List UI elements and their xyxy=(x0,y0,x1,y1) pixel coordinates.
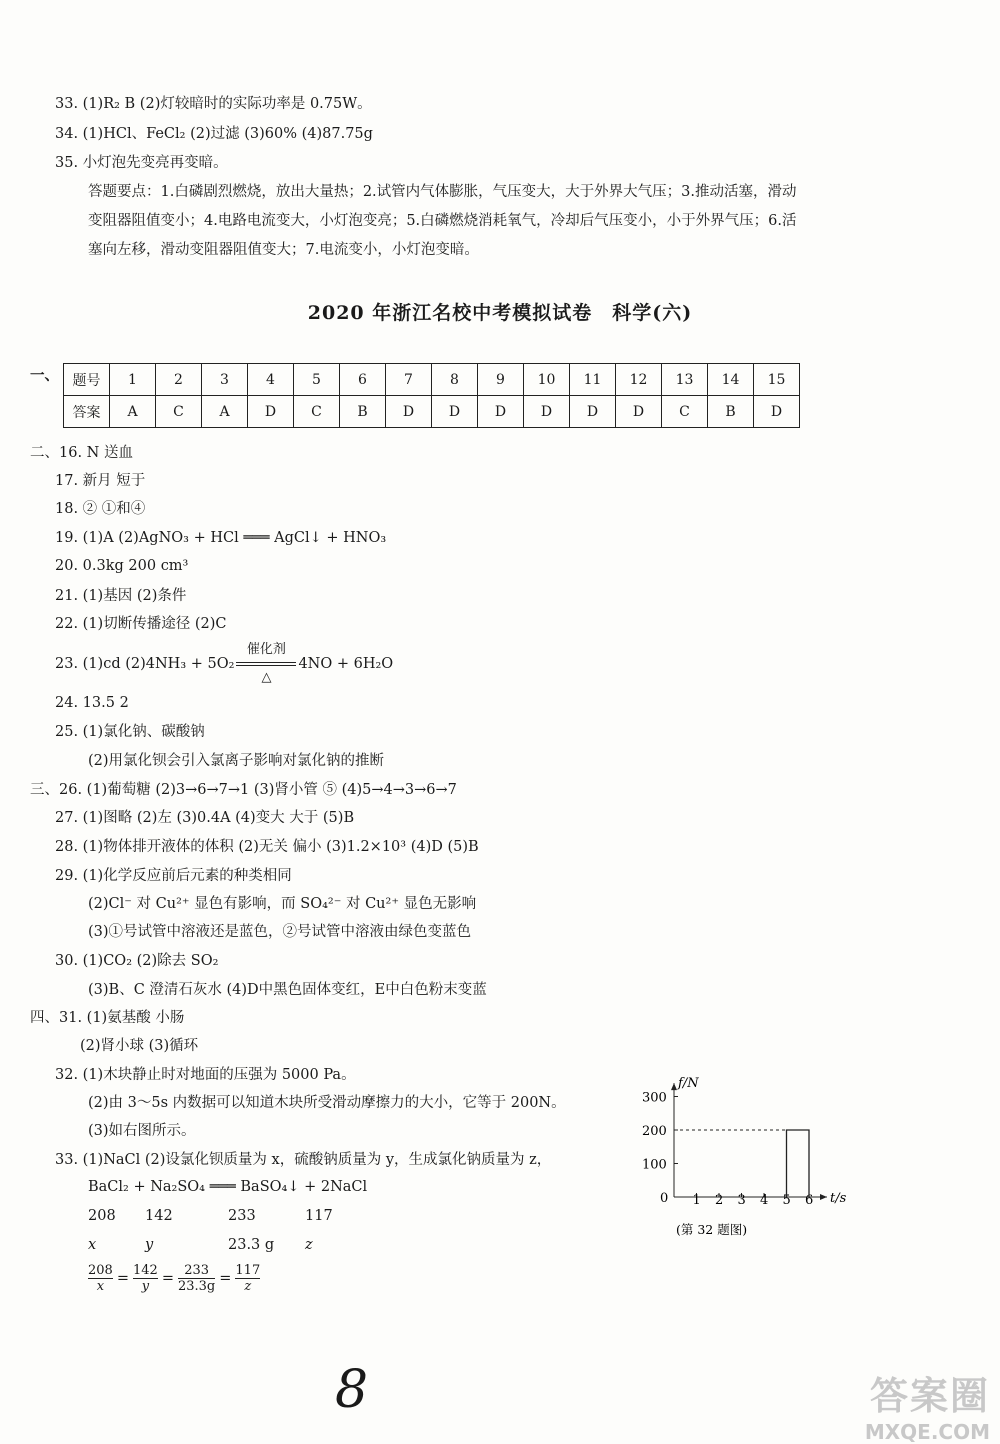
question-number-15: 15 xyxy=(754,364,800,396)
page-title: 2020 年浙江名校中考模拟试卷 科学(六) xyxy=(307,302,693,324)
x-tick-label-6: 6 xyxy=(805,1193,814,1208)
molar-mass-2: 142 xyxy=(145,1208,173,1224)
answer-35-points-2: 变阻器阻值变小；4.电路电流变大，小灯泡变亮；5.白磷燃烧消耗氧气，冷却后气压变小，小于外界气压；6.活 xyxy=(88,213,797,229)
y-axis-arrow xyxy=(671,1083,677,1090)
x-tick-label-2: 2 xyxy=(715,1193,724,1208)
molar-mass-4: 117 xyxy=(305,1208,333,1224)
answer-cell-9: D xyxy=(478,396,524,428)
answer-17: 17. 新月 短于 xyxy=(55,473,146,489)
answer-cell-14: B xyxy=(708,396,754,428)
answer-20: 20. 0.3kg 200 cm³ xyxy=(55,558,189,574)
question-number-1: 1 xyxy=(110,364,156,396)
y-tick-label-300: 300 xyxy=(642,1090,667,1106)
answer-label: 答案 xyxy=(64,396,110,428)
y-axis-label: f/N xyxy=(678,1076,699,1092)
x-tick-label-5: 5 xyxy=(782,1193,791,1208)
answer-29c: (3)①号试管中溶液还是蓝色，②号试管中溶液由绿色变蓝色 xyxy=(88,924,472,940)
unknown-z: z xyxy=(305,1237,313,1253)
answer-23-rhs: 4NO + 6H₂O xyxy=(298,656,394,672)
answer-25: 25. (1)氯化钠、碳酸钠 xyxy=(55,724,205,740)
answer-cell-15: D xyxy=(754,396,800,428)
answer-31b: (2)肾小球 (3)循环 xyxy=(80,1038,199,1054)
answer-32: 32. (1)木块静止时对地面的压强为 5000 Pa。 xyxy=(55,1067,356,1083)
fraction-1: $\frac{208}{x}$ xyxy=(88,1263,113,1294)
y-tick-label-100: 100 xyxy=(642,1157,667,1173)
chart-caption: (第 32 题图) xyxy=(676,1222,748,1237)
question-number-2: 2 xyxy=(156,364,202,396)
molar-mass-1: 208 xyxy=(88,1208,116,1224)
page-number: 8 xyxy=(335,1360,369,1420)
mass-baso4: 23.3 g xyxy=(228,1237,275,1253)
question-number-11: 11 xyxy=(570,364,616,396)
answer-cell-11: D xyxy=(570,396,616,428)
answer-23 xyxy=(55,642,394,685)
answer-29b: (2)Cl⁻ 对 Cu²⁺ 显色有影响，而 SO₄²⁻ 对 Cu²⁺ 显色无影响 xyxy=(88,896,477,912)
header-label: 题号 xyxy=(64,364,110,396)
answer-24: 24. 13.5 2 xyxy=(55,695,129,711)
watermark xyxy=(865,1365,990,1444)
answer-25b: (2)用氯化钡会引入氯离子影响对氯化钠的推断 xyxy=(88,753,385,769)
friction-time-chart xyxy=(630,1060,850,1250)
question-number-4: 4 xyxy=(248,364,294,396)
answer-33: 33. (1)NaCl (2)设氯化钡质量为 x，硫酸钠质量为 y，生成氯化钠质量为 z， xyxy=(55,1152,552,1168)
answer-27: 27. (1)图略 (2)左 (3)0.4A (4)变大 大于 (5)B xyxy=(55,810,355,826)
answer-cell-10: D xyxy=(524,396,570,428)
question-number-14: 14 xyxy=(708,364,754,396)
question-number-13: 13 xyxy=(662,364,708,396)
fraction-3: $\frac{233}{23.3g}$ xyxy=(177,1263,216,1294)
answer-30: 30. (1)CO₂ (2)除去 SO₂ xyxy=(55,953,219,969)
answer-cell-6: B xyxy=(340,396,386,428)
answer-26: 三、26. (1)葡萄糖 (2)3→6→7→1 (3)肾小管 ⑤ (4)5→4→3→6→7 xyxy=(30,782,457,798)
question-number-8: 8 xyxy=(432,364,478,396)
unknown-x: x xyxy=(88,1237,97,1253)
answer-33-prev: 33. (1)R₂ B (2)灯较暗时的实际功率是 0.75W。 xyxy=(55,96,372,112)
question-number-3: 3 xyxy=(202,364,248,396)
x-tick-label-3: 3 xyxy=(737,1193,746,1208)
molar-mass-3: 233 xyxy=(228,1208,256,1224)
answer-cell-1: A xyxy=(110,396,156,428)
catalyst-label: 催化剂 xyxy=(246,642,286,657)
answer-22: 22. (1)切断传播途径 (2)C xyxy=(55,616,227,632)
question-number-5: 5 xyxy=(294,364,340,396)
answer-18: 18. ② ①和④ xyxy=(55,501,146,517)
answer-cell-8: D xyxy=(432,396,478,428)
answer-32c: (3)如右图所示。 xyxy=(88,1123,196,1139)
proportion-equation: $\frac{208}{x}$ = $\frac{142}{y}$ = $\frac{233}{23.3g}$ = $\frac{117}{z}$ xyxy=(88,1263,261,1294)
section-1-label: 一、 xyxy=(30,367,59,384)
watermark-url: MXQE.COM xyxy=(864,1420,990,1444)
answer-35-points-3: 塞向左移，滑动变阻器阻值变大；7.电流变小，小灯泡变暗。 xyxy=(88,242,479,258)
answer-cell-13: C xyxy=(662,396,708,428)
answer-19: 19. (1)A (2)AgNO₃ + HCl ═══ AgCl↓ + HNO₃ xyxy=(55,530,387,546)
fraction-2: $\frac{142}{y}$ xyxy=(132,1263,158,1294)
answer-table xyxy=(63,363,800,428)
answer-cell-4: D xyxy=(248,396,294,428)
answer-31: 四、31. (1)氨基酸 小肠 xyxy=(30,1010,185,1026)
origin-label: 0 xyxy=(660,1191,669,1206)
answer-cell-2: C xyxy=(156,396,202,428)
answer-cell-7: D xyxy=(386,396,432,428)
answer-29: 29. (1)化学反应前后元素的种类相同 xyxy=(55,868,292,884)
answer-34-prev: 34. (1)HCl、FeCl₂ (2)过滤 (3)60% (4)87.75g xyxy=(55,126,373,142)
question-number-7: 7 xyxy=(386,364,432,396)
answer-23-lhs: 23. (1)cd (2)4NH₃ + 5O₂ xyxy=(55,656,235,672)
heat-symbol: △ xyxy=(261,670,272,685)
answer-16: 二、16. N 送血 xyxy=(30,445,133,461)
answer-33-equation: BaCl₂ + Na₂SO₄ ═══ BaSO₄↓ + 2NaCl xyxy=(88,1179,368,1195)
y-tick-label-200: 200 xyxy=(642,1124,667,1139)
x-axis-label: t/s xyxy=(830,1191,847,1206)
answer-35-prev: 35. 小灯泡先变亮再变暗。 xyxy=(55,155,228,171)
x-axis-arrow xyxy=(820,1194,827,1200)
answer-35-points-1: 答题要点：1.白磷剧烈燃烧，放出大量热；2.试管内气体膨胀，气压变大，大于外界大气压；3.推动活塞，滑动 xyxy=(88,184,797,200)
answer-21: 21. (1)基因 (2)条件 xyxy=(55,588,187,604)
x-tick-label-1: 1 xyxy=(692,1193,701,1208)
answer-cell-12: D xyxy=(616,396,662,428)
series-line-0 xyxy=(787,1130,810,1197)
answer-cell-5: C xyxy=(294,396,340,428)
question-number-12: 12 xyxy=(616,364,662,396)
fraction-4: $\frac{117}{z}$ xyxy=(235,1263,261,1294)
answer-32b: (2)由 3～5s 内数据可以知道木块所受滑动摩擦力的大小，它等于 200N。 xyxy=(88,1095,566,1111)
unknown-y: y xyxy=(145,1237,154,1253)
watermark-logo: 答案圈 xyxy=(869,1374,990,1418)
question-number-9: 9 xyxy=(478,364,524,396)
question-number-10: 10 xyxy=(524,364,570,396)
answer-28: 28. (1)物体排开液体的体积 (2)无关 偏小 (3)1.2×10³ (4)D (5)B xyxy=(55,839,479,855)
answer-30b: (3)B、C 澄清石灰水 (4)D中黑色固体变红，E中白色粉末变蓝 xyxy=(88,982,487,998)
question-number-6: 6 xyxy=(340,364,386,396)
answer-cell-3: A xyxy=(202,396,248,428)
reaction-arrow xyxy=(236,642,296,685)
x-tick-label-4: 4 xyxy=(760,1193,769,1208)
